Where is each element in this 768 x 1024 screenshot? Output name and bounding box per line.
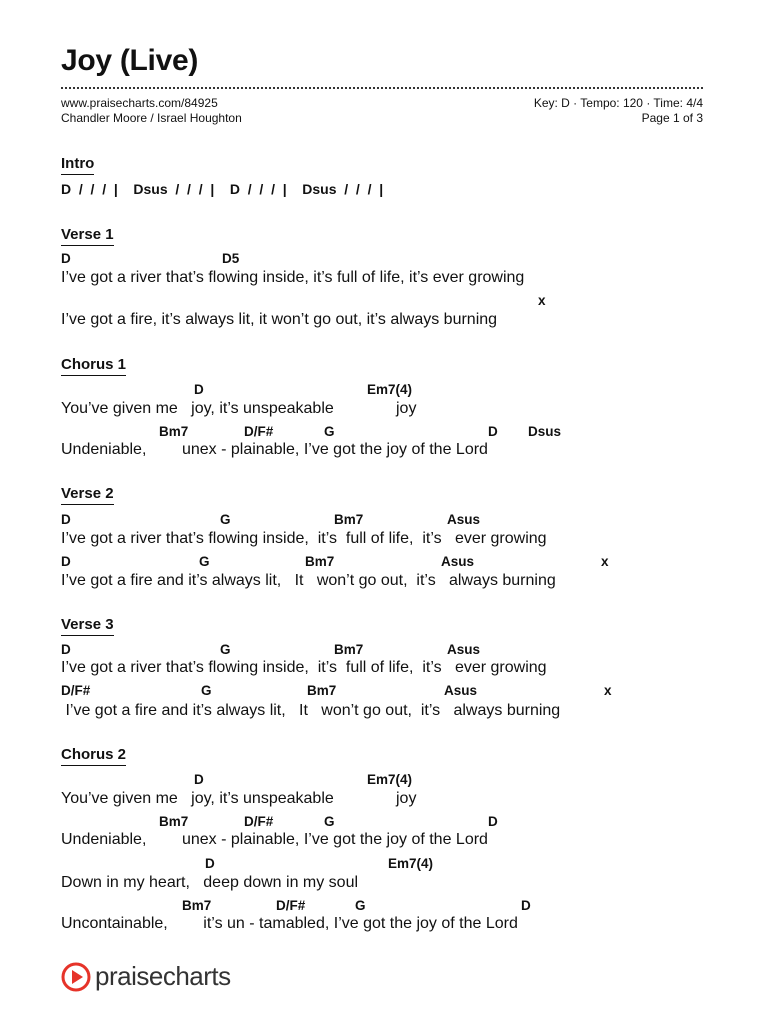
section-heading-chorus-1: Chorus 1 <box>61 356 126 376</box>
chord: D/F# <box>244 814 274 829</box>
chord: G <box>324 424 335 439</box>
chord: D <box>194 772 204 787</box>
lyric-line: You’ve given me joy, it’s unspeakable joy <box>61 790 417 807</box>
section-heading-verse-2: Verse 2 <box>61 485 114 505</box>
chord: Bm7 <box>159 814 189 829</box>
chord: G <box>355 898 366 913</box>
chord: Bm7 <box>159 424 189 439</box>
chord: Em7(4) <box>388 856 434 871</box>
chord: D <box>61 642 71 657</box>
lyric-line: I’ve got a fire and it’s always lit, It won’t go out, it’s always burning <box>61 702 561 719</box>
lyric-line: Undeniable, unex - plainable, I’ve got the joy of the Lord <box>61 441 488 458</box>
section-heading-chorus-2: Chorus 2 <box>61 746 126 766</box>
chord: Bm7 <box>334 512 364 527</box>
chord: D <box>61 554 71 569</box>
chord: Asus <box>441 554 475 569</box>
chord: x <box>601 554 609 569</box>
chord: D <box>61 251 71 266</box>
chord: G <box>324 814 335 829</box>
chord: D <box>488 424 498 439</box>
lyric-line: I’ve got a fire and it’s always lit, It won’t go out, it’s always burning <box>61 572 556 589</box>
chord: Asus <box>447 512 481 527</box>
chord: D <box>194 382 204 397</box>
chord: Bm7 <box>305 554 335 569</box>
chord: Dsus <box>528 424 562 439</box>
chord: D/F# <box>244 424 274 439</box>
key-tempo-time: Key: D · Tempo: 120 · Time: 4/4 <box>533 96 703 110</box>
title-divider <box>61 87 703 89</box>
praisecharts-logo <box>61 961 231 992</box>
chord: D5 <box>222 251 240 266</box>
chord: G <box>220 512 231 527</box>
chord: G <box>199 554 210 569</box>
chord: G <box>220 642 231 657</box>
intro-chord-line: D / / / | Dsus / / / | D / / / | Dsus / / / | <box>61 181 384 197</box>
chord: Em7(4) <box>367 772 413 787</box>
chord: G <box>201 683 212 698</box>
chord: D <box>61 512 71 527</box>
section-heading-intro: Intro <box>61 155 94 175</box>
lyric-line: Uncontainable, it’s un - tamabled, I’ve got the joy of the Lord <box>61 915 518 932</box>
chord: D <box>521 898 531 913</box>
chord: Bm7 <box>334 642 364 657</box>
chord: D/F# <box>61 683 91 698</box>
page-number: Page 1 of 3 <box>641 111 703 125</box>
chord: x <box>604 683 612 698</box>
lyric-line: Down in my heart, deep down in my soul <box>61 874 359 891</box>
chord: Asus <box>444 683 478 698</box>
lyric-line: I’ve got a river that’s flowing inside, it’s full of life, it’s ever growing <box>61 659 547 676</box>
section-heading-verse-1: Verse 1 <box>61 226 114 246</box>
song-authors: Chandler Moore / Israel Houghton <box>61 111 242 125</box>
lyric-line: I’ve got a river that’s flowing inside, it’s full of life, it’s ever growing <box>61 530 547 547</box>
chord: D <box>205 856 215 871</box>
chord: Asus <box>447 642 481 657</box>
chord: D <box>488 814 498 829</box>
chord: Bm7 <box>307 683 337 698</box>
lyric-line: Undeniable, unex - plainable, I’ve got the joy of the Lord <box>61 831 488 848</box>
lyric-line: You’ve given me joy, it’s unspeakable joy <box>61 400 417 417</box>
section-heading-verse-3: Verse 3 <box>61 616 114 636</box>
chord: D/F# <box>276 898 306 913</box>
lyric-line: I’ve got a river that’s flowing inside, it’s full of life, it’s ever growing <box>61 269 525 286</box>
logo-wordmark: praisecharts <box>95 961 231 991</box>
chord: Bm7 <box>182 898 212 913</box>
song-title: Joy (Live) <box>61 44 199 77</box>
lyric-line: I’ve got a fire, it’s always lit, it won’t go out, it’s always burning <box>61 311 498 328</box>
chord: x <box>538 293 546 308</box>
chord: Em7(4) <box>367 382 413 397</box>
song-url: www.praisecharts.com/84925 <box>61 96 218 110</box>
play-circle-icon <box>61 962 91 992</box>
